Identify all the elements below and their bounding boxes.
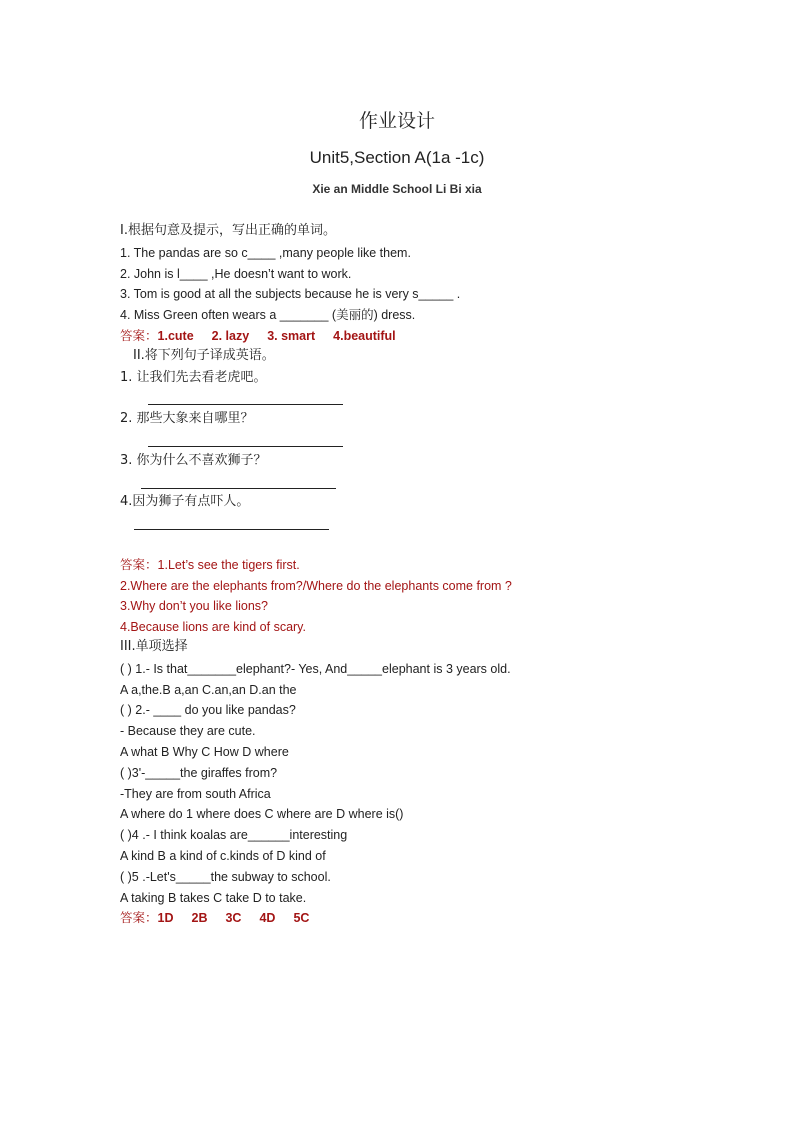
answer-item: 1.cute	[157, 329, 194, 343]
section3-line: ( )3'-_____the giraffes from?	[120, 766, 278, 780]
section3-line: ( ) 1.- Is that_______elephant?- Yes, And_____elephant is 3 years old.	[120, 662, 511, 676]
section3-line: ( )4 .- I think koalas are______interesting	[120, 828, 348, 842]
section1-heading: Ⅰ.根据句意及提示，写出正确的单词。	[120, 223, 336, 238]
section2-item-2: 2. 那些大象来自哪里？	[120, 411, 254, 426]
answer-label: 答案：	[120, 328, 158, 343]
answer-item: 1D	[157, 911, 174, 925]
answer-item: 5C	[293, 911, 310, 925]
section3-heading: III.单项选择	[120, 639, 188, 654]
section3-line: ( )5 .-Let's_____the subway to school.	[120, 870, 331, 884]
answer-item: 3. smart	[267, 329, 316, 343]
answer-item: 3C	[225, 911, 242, 925]
page-subtitle: Unit5,Section A(1a -1c)	[309, 148, 485, 167]
section2-answer-1	[120, 557, 300, 573]
answer-blank-line	[134, 529, 329, 530]
answer-blank-line	[148, 446, 343, 447]
page-title: 作业设计	[358, 110, 435, 132]
section3-line: A what B Why C How D where	[120, 745, 289, 759]
section3-answer-row	[120, 910, 309, 926]
section3-line: A where do 1 where does C where are D where is()	[120, 807, 404, 821]
answer-label: 答案：	[120, 910, 158, 925]
answer-item: 2. lazy	[211, 329, 250, 343]
answer-blank-line	[148, 404, 343, 405]
author-line: Xie an Middle School Li Bi xia	[312, 182, 482, 196]
section2-answer-3: 3.Why don’t you like lions?	[120, 599, 268, 613]
section2-answer-4: 4.Because lions are kind of scary.	[120, 620, 306, 634]
answer-item: 4.beautiful	[333, 329, 396, 343]
section3-line: A a,the.B a,an C.an,an D.an the	[120, 683, 297, 697]
section1-answer-row	[120, 328, 396, 344]
section2-item-4: 4.因为狮子有点吓人。	[120, 494, 250, 509]
answer-item: 1.Let’s see the tigers first.	[157, 558, 300, 572]
answer-blank-line	[141, 488, 336, 489]
answer-item: 4D	[259, 911, 276, 925]
section2-item-3: 3. 你为什么不喜欢狮子？	[120, 453, 267, 468]
section1-item-4: 4. Miss Green often wears a _______ (美丽的) dress.	[120, 308, 416, 322]
section1-item-2: 2. John is l____ ,He doesn’t want to work.	[120, 267, 352, 281]
section1-item-3: 3. Tom is good at all the subjects because he is very s_____ .	[120, 287, 461, 301]
section2-heading: II.将下列句子译成英语。	[133, 348, 275, 363]
answer-item: 2B	[191, 911, 208, 925]
section2-answer-2: 2.Where are the elephants from?/Where do the elephants come from ?	[120, 579, 512, 593]
section3-line: A taking B takes C take D to take.	[120, 891, 307, 905]
section3-line: - Because they are cute.	[120, 724, 256, 738]
section2-item-1: 1. 让我们先去看老虎吧。	[120, 370, 267, 385]
answer-label: 答案：	[120, 557, 158, 572]
section3-line: ( ) 2.- ____ do you like pandas?	[120, 703, 296, 717]
section1-item-1: 1. The pandas are so c____ ,many people like them.	[120, 246, 411, 260]
section3-line: A kind B a kind of c.kinds of D kind of	[120, 849, 326, 863]
section3-line: -They are from south Africa	[120, 787, 271, 801]
